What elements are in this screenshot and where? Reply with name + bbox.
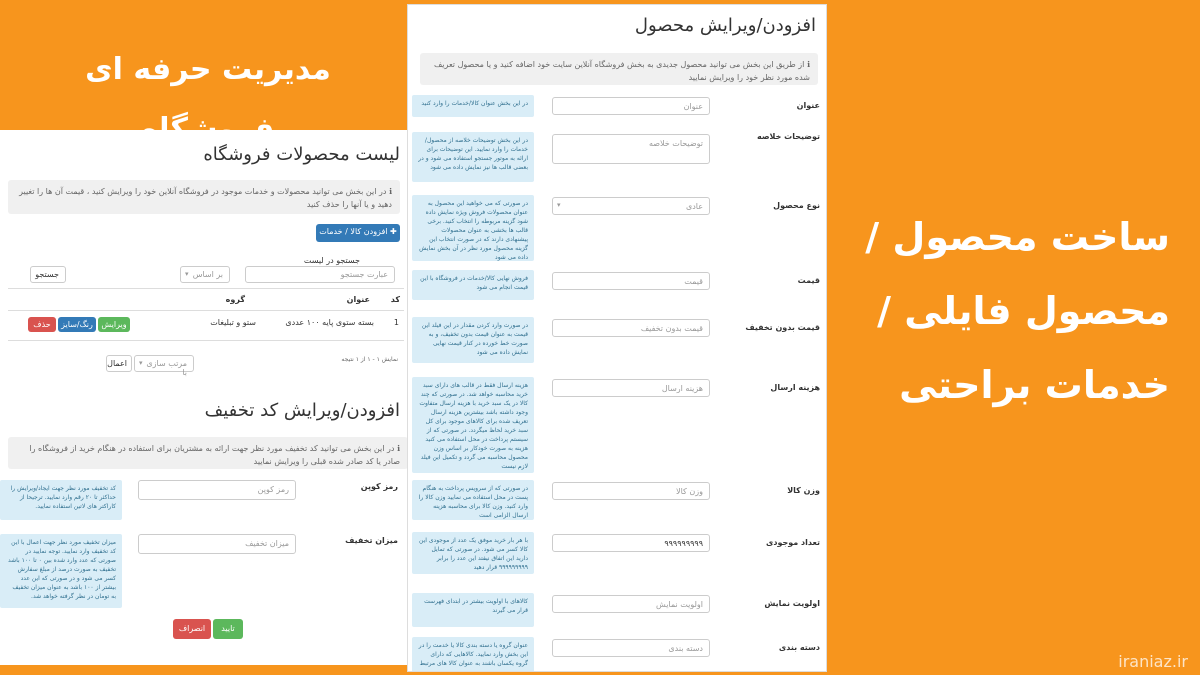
field-label: توضیحات خلاصه [756,132,820,141]
field-help: در این بخش توضیحات خلاصه از محصول/خدمات را وارد نمایید. این توضیحات برای ارائه به موتور جستجو استفاده می شود و در بعضی قالب ها نیز نمایش داده می شود [412,132,534,182]
info-icon: ℹ [804,60,810,69]
form-row [408,270,827,304]
field-input[interactable]: هزینه ارسال [552,379,710,397]
delete-button[interactable]: حذف [28,317,56,332]
column-code: کد [390,295,400,304]
discount-title: افزودن/ویرایش کد تخفیف [204,400,400,421]
pagination-text: نمایش ۱ - ۱ از ۱ نتیجه [341,356,398,363]
field-help: فروش نهایی کالا/خدمات در فروشگاه با این قیمت انجام می شود [412,270,534,300]
sort-select[interactable]: مرتب سازی با ▾ [134,355,194,372]
chevron-down-icon: ▾ [557,201,561,209]
discount-amount-input[interactable]: میزان تخفیف [138,534,296,554]
field-label: وزن کالا [787,486,820,495]
chevron-down-icon: ▾ [139,359,143,367]
info-icon: ℹ [386,187,392,196]
watermark: iraniaz.ir [1118,652,1188,671]
field-label: قیمت بدون تخفیف [745,323,820,332]
feature-line: محصول فایلی / [877,289,1170,333]
search-field-select[interactable]: بر اساس ▾ [180,266,230,283]
form-row [408,532,827,578]
form-row [408,377,827,477]
field-input[interactable]: قیمت بدون تخفیف [552,319,710,337]
feature-text [840,200,1170,430]
column-title: عنوان [346,295,370,304]
form-row [408,95,827,121]
search-button[interactable]: جستجو [30,266,66,283]
chevron-down-icon: ▾ [185,270,189,278]
form-row [408,637,827,672]
search-input[interactable]: عبارت جستجو [245,266,395,283]
add-product-button[interactable]: ✚ افزودن کالا / خدمات [316,224,400,242]
cancel-button[interactable]: انصراف [173,619,211,639]
field-input[interactable]: دسته بندی [552,639,710,657]
field-input[interactable]: وزن کالا [552,482,710,500]
field-input[interactable]: عنوان [552,97,710,115]
field-label: اولویت نمایش [764,599,820,608]
product-list-info: ℹ در این بخش می توانید محصولات و خدمات موجود در فروشگاه آنلاین خود را ویرایش کنید ، قیمت آن ها را تغییر دهید و یا آنها را حذف کنید [8,180,400,214]
form-row [408,593,827,631]
search-label: جستجو در لیست [303,256,360,265]
info-icon: ℹ [394,444,400,453]
row-group: ستو و تبلیغات [210,318,256,327]
form-row [408,317,827,367]
discount-amount-help: میزان تخفیف مورد نظر جهت اعمال با این کد تخفیف وارد نمایید. توجه نمایید در صورتی که عدد وارد شده بین ۰ تا ۱۰۰ باشد تخفیف به صورت درصد از مبلغ سفارش کسر می شود و در صورتی که این عدد بیشتر از ۱۰۰ باشد به عنوان میزان تخفیف به تومان در نظر گرفته خواهد شد. [0,534,122,608]
field-label: دسته بندی [778,643,820,652]
field-input[interactable]: ۹۹۹۹۹۹۹۹۹ [552,534,710,552]
confirm-button[interactable]: تایید [213,619,243,639]
field-input[interactable]: اولویت نمایش [552,595,710,613]
field-help: کالاهای با اولویت بیشتر در ابتدای فهرست قرار می گیرند [412,593,534,627]
field-input[interactable]: قیمت [552,272,710,290]
field-help: با هر بار خرید موفق یک عدد از موجودی این کالا کسر می شود. در صورتی که تمایل دارید این اتفاق نیفتد این عدد را برابر ۹۹۹۹۹۹۹۹۹ قرار دهید [412,532,534,574]
column-group: گروه [225,295,245,304]
field-help: عنوان گروه یا دسته بندی کالا یا خدمت را در این بخش وارد نمایید. کالاهایی که دارای گروه یکسان باشند به عنوان کالا های مرتبط [412,637,534,672]
table-row [8,310,404,338]
field-input[interactable]: توضیحات خلاصه [552,134,710,164]
form-row [408,195,827,265]
field-help: در صورت وارد کردن مقدار در این فیلد این قیمت به عنوان قیمت بدون تخفیف، و به صورت خط خورده در کنار قیمت نهایی نمایش داده می شود [412,317,534,363]
product-form-title: افزودن/ویرایش محصول [634,15,816,36]
row-code: 1 [393,318,399,327]
field-label: عنوان [796,101,820,110]
field-help: در صورتی که از سرویس پرداخت به هنگام پست در محل استفاده می نمایید وزن کالا را وارد کنید. وزن کالا برای محاسبه هزینه ارسال الزامی است [412,480,534,520]
coupon-help: کد تخفیف مورد نظر جهت ایجاد/ویرایش را حداکثر تا ۲۰ رقم وارد نمایید. ترجیحا از کاراکتر های لاتین استفاده نمایید. [0,480,122,520]
product-form-info: ℹ از طریق این بخش می توانید محصول جدیدی به بخش فروشگاه آنلاین سایت خود اضافه کنید و یا محصول تعریف شده مورد نظر خود را ویرایش نمایید [420,53,818,85]
coupon-input[interactable]: رمز کوپن [138,480,296,500]
form-row [408,132,827,186]
edit-button[interactable]: ویرایش [98,317,130,332]
row-title: بسته ستوی پایه ۱۰۰ عددی [285,318,374,327]
feature-line: خدمات براحتی [899,363,1170,407]
product-type-select[interactable]: عادی ▾ [552,197,710,215]
apply-button[interactable]: اعمال [106,355,132,372]
field-label: هزینه ارسال [770,383,820,392]
feature-line: ساخت محصول / [865,215,1170,259]
coupon-label: رمز کوپن [360,482,398,491]
discount-amount-label: میزان تخفیف [345,536,398,545]
discount-info: ℹ در این بخش می توانید کد تخفیف مورد نظر جهت ارائه به مشتریان برای استفاده در هنگام خرید از فروشگاه را صادر یا کد صادر شده قبلی را ویرایش نمایید [8,437,408,469]
product-list-title: لیست محصولات فروشگاه [203,144,400,165]
product-form-panel [407,4,827,672]
field-label: تعداد موجودی [766,538,820,547]
product-list-panel [0,130,410,665]
form-row [408,480,827,524]
field-help: در این بخش عنوان کالا/خدمات را وارد کنید [412,95,534,117]
field-label: قیمت [797,276,820,285]
field-help: در صورتی که می خواهید این محصول به عنوان محصولات فروش ویژه نمایش داده شود گزینه مربوطه را انتخاب کنید. برخی قالب ها بخشی به عنوان محصولات پیشنهادی دارند که در صورت انتخاب این گزینه محصول مورد نظر در آن بخش نمایش داده می شود [412,195,534,261]
field-label: نوع محصول [773,201,820,210]
headline: مدیریت حرفه ای [85,52,331,87]
field-help: هزینه ارسال فقط در قالب های دارای سبد خرید محاسبه خواهد شد. در صورتی که چند کالا در یک سبد خرید با هزینه ارسال متفاوت وجود داشته باشد بیشترین هزینه ارسال تعریف شده برای کالاهای موجود برای کل سبد خرید لحاظ میگردد. در صورتی که از سیستم پرداخت در محل استفاده می کنید هزینه به صورت خودکار بر اساس وزن محصول محاسبه می گردد و تکمیل این فیلد لازم نیست [412,377,534,473]
color-size-button[interactable]: رنگ/سایز [58,317,96,332]
